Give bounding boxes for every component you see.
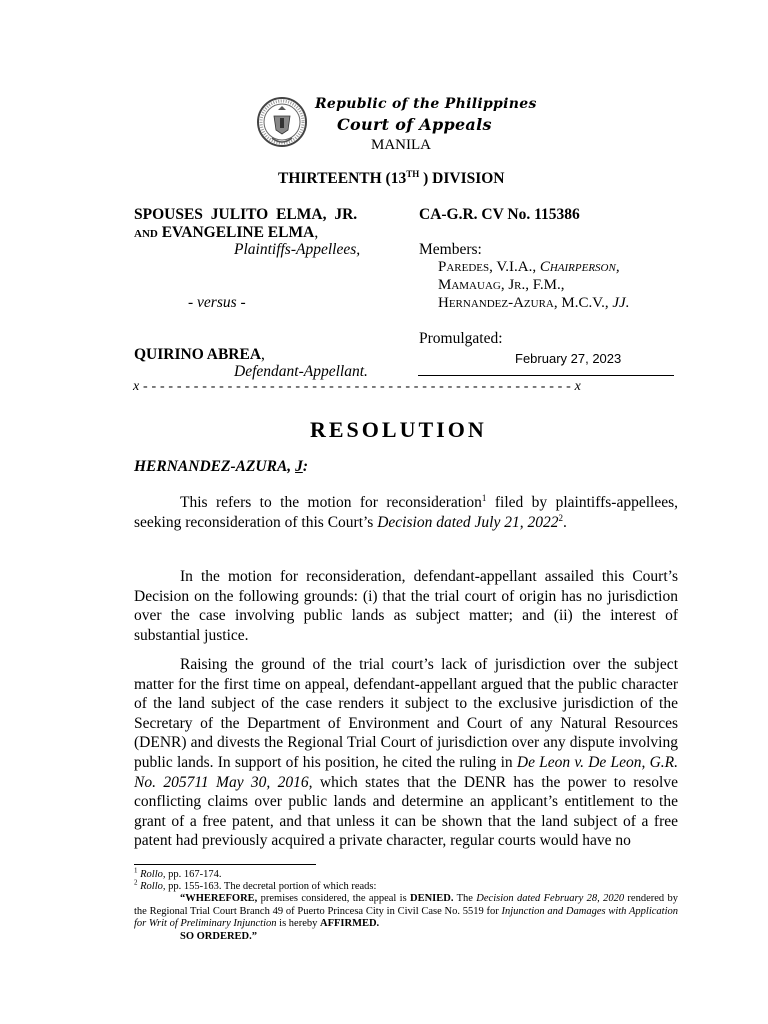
footnote-ref-1: 1 bbox=[481, 492, 487, 503]
city: MANILA bbox=[371, 137, 431, 153]
member-1 bbox=[438, 259, 620, 276]
p1-end: . bbox=[562, 513, 567, 531]
p3-italic: De Leon v. De Leon, G.R. No. 205711 May 30, 2016, bbox=[134, 753, 678, 791]
p3-text-b: which states that the DENR has the power to resolve conflicting claims over public lands and determine an applicant’s entitlement to the grant of a free patent, and that unless it can be shown that the land subject of a free patent had previously acquired a private character, regular courts would have no bbox=[134, 773, 678, 850]
fn2-t3: is hereby bbox=[276, 918, 320, 929]
defendant-comma: , bbox=[261, 346, 265, 363]
versus: - versus - bbox=[188, 294, 246, 311]
fn2-pages: pp. 155-163. The decretal portion of which reads: bbox=[165, 881, 377, 892]
plaintiff-and: AND bbox=[134, 228, 158, 240]
member-1-name: Paredes bbox=[438, 259, 490, 275]
members-label: Members: bbox=[419, 241, 482, 258]
promulgated-label: Promulgated: bbox=[419, 330, 503, 347]
member-3-name: Hernandez-Azura bbox=[438, 295, 554, 311]
ponente-name: HERNANDEZ-AZURA, bbox=[134, 458, 296, 475]
plaintiff-second-name: EVANGELINE ELMA bbox=[157, 224, 315, 241]
division-pre: THIRTEENTH (13 bbox=[278, 170, 407, 187]
court-seal-icon bbox=[256, 94, 308, 152]
p1-text-a: This refers to the motion for reconsideration bbox=[180, 494, 482, 511]
plaintiff-role: Plaintiffs-Appellees, bbox=[234, 241, 361, 258]
fn2-the: The bbox=[453, 893, 477, 904]
fn1-num: 1 bbox=[134, 866, 138, 875]
fn2-num: 2 bbox=[134, 878, 138, 887]
footnote-rule bbox=[134, 864, 316, 865]
footnote-1 bbox=[134, 866, 678, 882]
p1-text-b: filed by plaintiffs-appellees, seeking reconsideration of this Court’s bbox=[134, 494, 678, 531]
case-number: CA-G.R. CV No. 115386 bbox=[419, 206, 580, 223]
plaintiff-comma: , bbox=[314, 224, 319, 241]
member-2-initials: , F.M., bbox=[525, 277, 565, 293]
p3-text-a: Raising the ground of the trial court’s lack of jurisdiction over the subject matter for the first time on appeal, defendant-appellant argued that the public character of the land subject of the case renders it subject to the exclusive jurisdiction of the Secretary of the Department of Environment and Court of any Natural Resources (DENR) and divests the Regional Trial Court of jurisdiction over any dispute involving public lands. In support of his position, he cited the ruling in bbox=[134, 656, 678, 771]
paragraph-2: In the motion for reconsideration, defendant-appellant assailed this Court’s Decision on the following grounds: (i) that the trial court of origin has no jurisdiction over the case involving public lands as subject matter; and (ii) the interest of substantial justice. bbox=[134, 568, 678, 644]
member-3 bbox=[438, 295, 629, 312]
footnote-2 bbox=[134, 878, 678, 894]
ponente-colon: : bbox=[302, 458, 308, 475]
division-sup: TH bbox=[406, 168, 420, 179]
paragraph-3 bbox=[134, 655, 678, 851]
member-2 bbox=[438, 277, 565, 294]
court-name: Court of Appeals bbox=[337, 115, 492, 134]
footnote-2-so-ordered: SO ORDERED.” bbox=[180, 931, 258, 942]
fn2-injunction: Injunction and Damages with Application for Writ of Preliminary Injunction bbox=[134, 905, 678, 929]
member-3-role: JJ. bbox=[612, 295, 630, 311]
member-1-role: Chairperson, bbox=[539, 259, 620, 275]
ponente bbox=[134, 458, 308, 476]
ponente-j: J bbox=[295, 458, 303, 475]
fn2-rollo: Rollo, bbox=[140, 881, 166, 892]
member-3-initials: , M.C.V., bbox=[553, 295, 613, 311]
division-post: ) DIVISION bbox=[419, 170, 505, 187]
paragraph-1 bbox=[134, 493, 678, 532]
fn2-denied: DENIED. bbox=[410, 893, 454, 904]
member-1-initials: , V.I.A., bbox=[489, 259, 540, 275]
republic-heading: Republic of the Philippines bbox=[315, 96, 537, 112]
p1-italic: Decision dated July 21, 2022 bbox=[377, 513, 559, 531]
footnote-2-quote bbox=[134, 893, 678, 931]
defendant-name bbox=[134, 346, 265, 364]
promulgation-line bbox=[418, 375, 674, 376]
fn2-decision: Decision dated February 28, 2020 bbox=[476, 893, 625, 904]
fn1-rollo: Rollo, bbox=[140, 869, 166, 880]
fn2-t2: rendered by the Regional Trial Court Branch 49 of Puerto Princesa City in Civil Case No. 5519 for bbox=[134, 893, 678, 917]
fn2-t1: premises considered, the appeal is bbox=[257, 893, 411, 904]
defendant-role: Defendant-Appellant. bbox=[234, 363, 368, 380]
fn2-wherefore: “WHEREFORE, bbox=[180, 893, 258, 904]
document-title: RESOLUTION bbox=[310, 417, 487, 442]
plaintiff-names-line2 bbox=[134, 224, 318, 242]
footnote-ref-2: 2 bbox=[558, 512, 563, 523]
member-2-name: Mamauag, Jr. bbox=[438, 277, 526, 293]
caption-separator: x - - - - - - - - - - - - - - - - - - - - - - - - - - - - - - - - - - - - - - - - - - - - - - - - - - - x bbox=[133, 379, 581, 394]
promulgated-date: February 27, 2023 bbox=[515, 351, 622, 366]
plaintiff-names-line1: SPOUSES JULITO ELMA, JR. bbox=[134, 206, 358, 223]
fn2-affirmed: AFFIRMED. bbox=[319, 918, 380, 929]
division-heading bbox=[278, 170, 505, 188]
defendant-bold: QUIRINO ABREA bbox=[134, 346, 262, 363]
fn1-pages: pp. 167-174. bbox=[165, 869, 222, 880]
